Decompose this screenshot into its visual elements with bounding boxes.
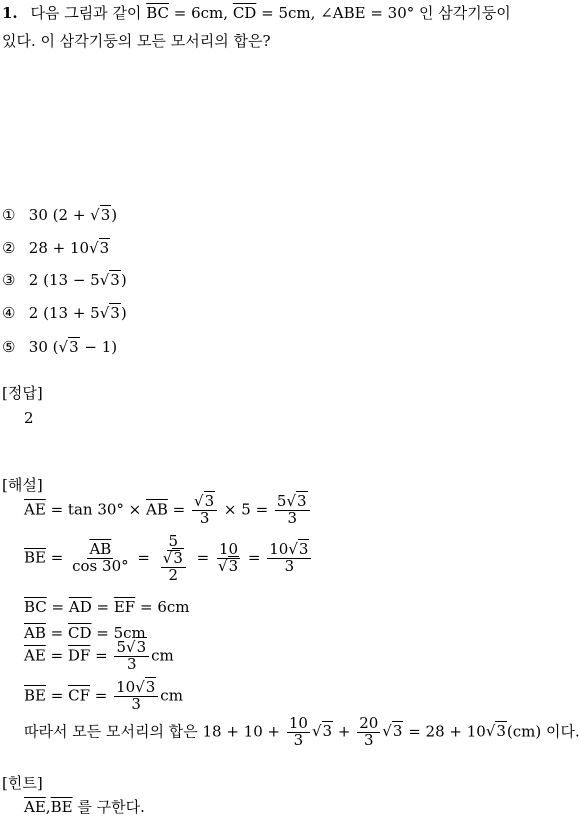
segment: $\overline{AB}$ [146,500,168,519]
segment: $\overline{BE}$ [50,798,73,816]
sqrt-symbol: √3 [485,722,506,741]
choice-marker: ⑤ [2,338,16,356]
sqrt-symbol: √3 [99,271,120,289]
sqrt-symbol: √3 [311,722,333,741]
question-text-b: 인 삼각기둥이 [419,4,511,22]
segment: $\overline{AE}$ [24,646,46,665]
segment-cd: $\overline{CD}$ [232,4,257,22]
fraction: $\frac{5√3}{3}$ [114,640,149,673]
fraction: $\frac{√3}{3}$ [192,494,217,527]
denominator: 3 [293,730,304,749]
numerator: 20 [359,714,379,732]
choice-3[interactable] [2,271,127,289]
choice-marker: ③ [2,271,16,289]
math-text: , [45,798,51,816]
denominator: 3 [284,557,295,576]
radicand: 3 [298,540,309,559]
radicand: 3 [145,678,156,696]
radicand: 3 [99,239,110,257]
choice-text: − 1) [79,338,118,356]
radicand: 3 [297,492,307,510]
math-text: + [337,722,351,741]
math-text: = [196,548,210,567]
fraction: $\frac{√3}{2}$ [161,551,186,584]
segment: $\overline{BE}$ [24,686,46,705]
sqrt-symbol: √3 [89,239,110,257]
denominator: 3 [287,508,298,527]
denominator: 3 [363,730,374,749]
radicand: 3 [496,722,506,741]
numerator: 5 [168,532,179,550]
math-text: × 5 = [223,500,269,519]
hint-label: [힌트] [2,774,43,792]
sqrt-symbol: √3 [58,338,79,356]
segment: $\overline{BC}$ [24,598,47,616]
denominator: cos 30° [72,557,129,576]
numerator: 5 [116,638,126,656]
numerator: 10 [116,678,136,696]
fraction: $\frac{10√3}{3}$ [114,680,158,713]
denominator: 3 [131,694,141,713]
answer-label: [정답] [2,384,43,402]
math-text: = [50,548,64,567]
segment: $\overline{DF}$ [67,646,91,665]
choice-2[interactable] [2,239,110,257]
radicand: 3 [204,492,215,510]
radicand: 3 [173,548,183,567]
question-line-2: 있다. 이 삼각기둥의 모든 모서리의 합은? [2,32,271,50]
segment: $\overline{CD}$ [67,624,92,642]
choice-text: 30 [28,206,48,224]
numerator: 5 [276,492,287,510]
math-text: 따라서 모든 모서리의 합은 18 + 10 + [24,722,281,741]
math-text: (cm) 이다. [506,722,580,741]
solution-line-4: $\overline{AB} = \overline{CD} = 5cm$ [24,624,146,642]
segment: $\overline{CF}$ [68,686,90,705]
hint-text: 를 구한다. [77,798,145,816]
numerator: $\overline{AB}$ [89,540,112,559]
solution-line-1 [24,494,312,527]
hint-line [24,796,145,817]
choice-text: 2 [28,304,39,322]
choice-marker: ① [2,206,16,224]
fraction [287,716,310,749]
fraction: $\frac{10√3}{3}$ [267,542,311,575]
radicand: 3 [228,557,239,576]
question-line-1 [2,2,511,23]
unit: cm [160,686,183,705]
segment: $\overline{EF}$ [113,598,136,616]
math-text: = [247,548,261,567]
choice-text: ) [120,304,127,322]
solution-line-2 [24,534,313,583]
choice-marker: ② [2,239,16,257]
radicand: 3 [100,206,111,224]
numerator: 10 [288,714,308,732]
math-text: = 5cm [96,624,146,642]
fraction [157,534,190,583]
choice-text: (13 − 5 [43,271,100,289]
eq-bc: = 6cm, [173,4,229,22]
choice-4[interactable] [2,304,127,322]
choice-text: 2 [28,271,39,289]
angle-abe: ∠ABE = 30° [320,4,415,22]
fraction [357,716,380,749]
solution-line-6: $\overline{BE} = \overline{CF}$ = $\frac{10√3}{3}$ cm [24,678,183,713]
choice-1[interactable] [2,206,117,224]
radicand: 3 [110,271,120,289]
choice-text: ) [111,206,118,224]
choice-text: (2 + [52,206,91,224]
choice-text: 30 [28,338,48,356]
radicand: 3 [69,338,79,356]
question-number: 1. [2,4,18,22]
segment: $\overline{AE}$ [24,500,46,519]
segment: $\overline{AE}$ [24,798,46,816]
segment-bc: $\overline{BC}$ [146,4,169,22]
unit: cm [151,646,174,665]
math-text: = tan 30° × [50,500,142,519]
math-text: = [137,548,150,567]
answer-value: 2 [24,409,34,427]
numerator: 10 [219,540,239,559]
segment: $\overline{AD}$ [68,598,92,616]
denominator: 3 [127,654,137,673]
denominator: 2 [168,565,179,584]
choice-marker: ④ [2,304,16,322]
sqrt-symbol: √3 [382,722,403,741]
fraction: $\frac{10}{√3}$ [218,540,239,576]
choice-text: ) [120,271,127,289]
solution-line-5: $\overline{AE} = \overline{DF}$ = $\frac{5√3}{3}$ cm [24,638,174,673]
eq-cd: = 5cm, [261,4,316,22]
fraction [70,542,130,575]
sqrt-symbol: √3 [90,206,111,224]
solution-label: [해설] [2,476,43,494]
radicand: 3 [136,638,147,656]
math-text: = 6cm [140,598,190,616]
segment: $\overline{AB}$ [24,624,46,642]
segment: $\overline{BE}$ [24,548,46,567]
math-text: = 28 + 10 [408,722,486,741]
choice-text: (13 + 5 [43,304,100,322]
fraction: $\frac{5√3}{3}$ [275,494,310,527]
radicand: 3 [322,722,333,741]
denominator: 3 [199,508,210,527]
choice-text: 28 + 10 [28,239,90,257]
solution-line-7 [24,716,580,749]
radicand: 3 [392,722,403,741]
numerator: 10 [269,540,289,559]
radicand: 3 [110,304,120,322]
sqrt-symbol: √3 [99,304,120,322]
question-text-a: 다음 그림과 같이 [30,4,142,22]
solution-line-3: $\overline{BC} = \overline{AD} = \overline{EF} = 6cm$ [24,598,190,616]
choice-text: ( [52,338,59,356]
choice-5[interactable] [2,338,117,356]
math-text: = [172,500,186,519]
